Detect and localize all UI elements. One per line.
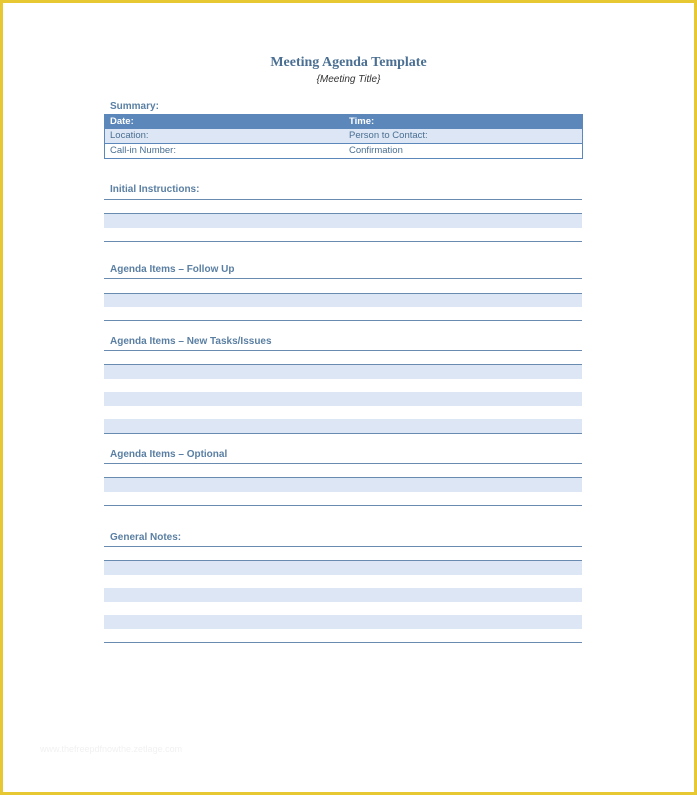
write-line: [104, 546, 582, 547]
summary-row-date-time: [105, 115, 582, 129]
shaded-band: [104, 478, 582, 492]
summary-row-location-contact: [105, 129, 582, 144]
person-to-contact-label: Person to Contact:: [349, 130, 428, 141]
summary-table: [104, 114, 583, 159]
time-label: Time:: [349, 116, 375, 127]
write-line: [104, 505, 582, 506]
document-title: Meeting Agenda Template: [270, 55, 427, 70]
section-heading: Agenda Items – New Tasks/Issues: [110, 336, 272, 347]
write-line: [104, 241, 582, 242]
write-line: [104, 278, 582, 279]
write-line: [104, 199, 582, 200]
write-line: [104, 350, 582, 351]
shaded-band: [104, 615, 582, 629]
confirmation-label: Confirmation: [349, 145, 403, 156]
location-label: Location:: [110, 130, 149, 141]
write-line: [104, 463, 582, 464]
write-line: [104, 642, 582, 643]
summary-row-callin-confirmation: [105, 144, 582, 158]
shaded-band: [104, 419, 582, 433]
summary-label: Summary:: [110, 101, 159, 112]
write-line: [104, 433, 582, 434]
date-label: Date:: [110, 116, 134, 127]
shaded-band: [104, 561, 582, 575]
shaded-band: [104, 214, 582, 228]
section-heading: Initial Instructions:: [110, 184, 200, 195]
section-heading: Agenda Items – Follow Up: [110, 264, 235, 275]
shaded-band: [104, 588, 582, 602]
shaded-band: [104, 294, 582, 307]
watermark: www.thefreepdfnowthe.zetlage.com: [40, 744, 183, 754]
section-heading: Agenda Items – Optional: [110, 449, 228, 460]
section-heading: General Notes:: [110, 532, 182, 543]
write-line: [104, 320, 582, 321]
call-in-number-label: Call-in Number:: [110, 145, 176, 156]
shaded-band: [104, 365, 582, 379]
meeting-title-placeholder: {Meeting Title}: [316, 74, 381, 85]
shaded-band: [104, 392, 582, 406]
